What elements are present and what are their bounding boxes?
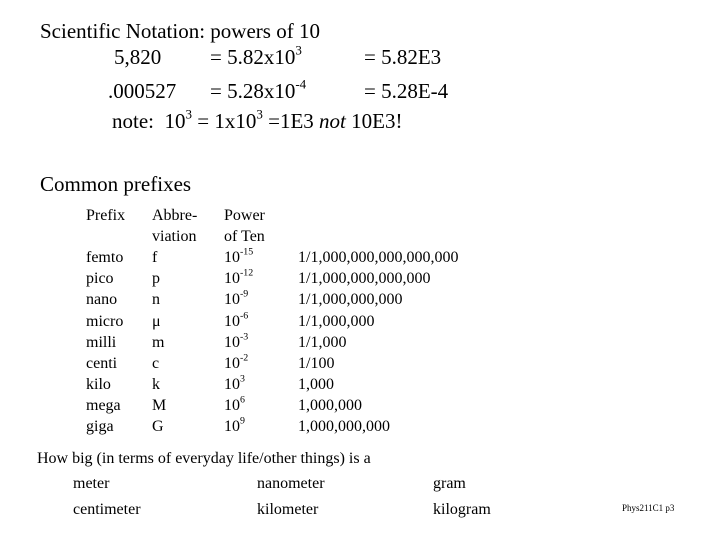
question-item-centimeter: centimeter [73, 501, 141, 518]
prefix-name: kilo [86, 375, 111, 393]
notation-row-1-mantissa: = $5.82x10^3$ [210, 42, 302, 69]
prefix-name: giga [86, 418, 114, 436]
notation-row-2-mantissa: = $5.28x10^{-4}$ [210, 76, 307, 103]
prefix-row [86, 353, 458, 374]
prefix-fraction: 1,000,000,000 [298, 418, 390, 436]
prefix-row [86, 395, 458, 416]
question-item-gram: gram [433, 475, 466, 492]
notation-row-1-e: = 5.82E3 [364, 45, 442, 69]
prefix-header: Prefix [86, 207, 126, 225]
prefix-abbr: M [152, 396, 167, 414]
notation-row-2-value: .000527 [108, 79, 177, 103]
prefix-fraction: 1/100 [298, 354, 335, 372]
power-header-cont: of Ten [224, 228, 265, 246]
prefix-fraction: 1/1,000,000,000,000 [298, 270, 431, 288]
page-footer: Phys211C1 p3 [622, 503, 675, 513]
prefix-row [86, 268, 458, 289]
prefix-row [86, 332, 458, 353]
question-item-nanometer: nanometer [257, 475, 325, 492]
prefix-row [86, 247, 458, 268]
question-item-meter: meter [73, 475, 110, 492]
notation-row-1-value: 5,820 [114, 45, 162, 69]
prefix-power: $10^{-9}$ [224, 289, 249, 309]
prefix-name: mega [86, 396, 121, 414]
prefix-abbr: c [152, 354, 160, 372]
notation-title: Scientific Notation: powers of 10 [40, 19, 320, 43]
prefix-abbr: n [152, 291, 160, 309]
prefix-power: $10^{-6}$ [224, 310, 249, 330]
abbreviation-header-cont: viation [152, 228, 197, 246]
prefix-row [86, 310, 458, 331]
prefix-power: $10^9$ [224, 415, 245, 436]
notation-note: note: $10^3 = 1x10^3 =1E3$ not 10E3! [112, 106, 403, 133]
prefix-table-header-2 [86, 226, 458, 247]
prefix-power: $10^{-2}$ [224, 352, 249, 372]
prefix-fraction: 1/1,000,000 [298, 312, 375, 330]
prefix-power: $10^{-15}$ [224, 246, 254, 267]
prefix-row [86, 289, 458, 310]
prefix-power: $10^6$ [224, 394, 245, 414]
prefix-power: $10^{-3}$ [224, 331, 249, 351]
prefix-fraction: 1/1,000 [298, 333, 347, 351]
prefix-name: nano [86, 291, 118, 309]
notation-row-2-e: = 5.28E-4 [364, 79, 449, 103]
question-item-kilogram: kilogram [433, 501, 491, 518]
prefix-abbr: G [152, 418, 164, 436]
question-text: How big (in terms of everyday life/other things) is a [37, 450, 371, 467]
prefix-row [86, 374, 458, 395]
prefix-abbr: p [152, 270, 160, 288]
prefix-name: micro [86, 312, 124, 330]
power-header: Power [224, 207, 265, 225]
prefix-power: $10^3$ [224, 373, 245, 393]
prefix-abbr: k [152, 375, 160, 393]
prefix-name: centi [86, 354, 118, 372]
prefix-fraction: 1,000,000 [298, 396, 362, 414]
prefix-table-header [86, 205, 458, 226]
prefix-abbr: μ [152, 312, 161, 330]
prefix-table [86, 205, 458, 437]
prefix-fraction: 1/1,000,000,000,000,000 [298, 249, 459, 267]
prefix-row [86, 416, 458, 437]
abbreviation-header: Abbre- [152, 207, 198, 225]
prefix-abbr: f [152, 249, 158, 267]
prefix-name: pico [86, 270, 114, 288]
prefixes-heading: Common prefixes [40, 172, 192, 196]
prefix-name: milli [86, 333, 117, 351]
prefix-fraction: 1/1,000,000,000 [298, 291, 403, 309]
prefix-power: $10^{-12}$ [224, 267, 254, 288]
question-item-kilometer: kilometer [257, 501, 319, 518]
prefix-abbr: m [152, 333, 165, 351]
prefix-fraction: 1,000 [298, 375, 334, 393]
prefix-name: femto [86, 249, 124, 267]
